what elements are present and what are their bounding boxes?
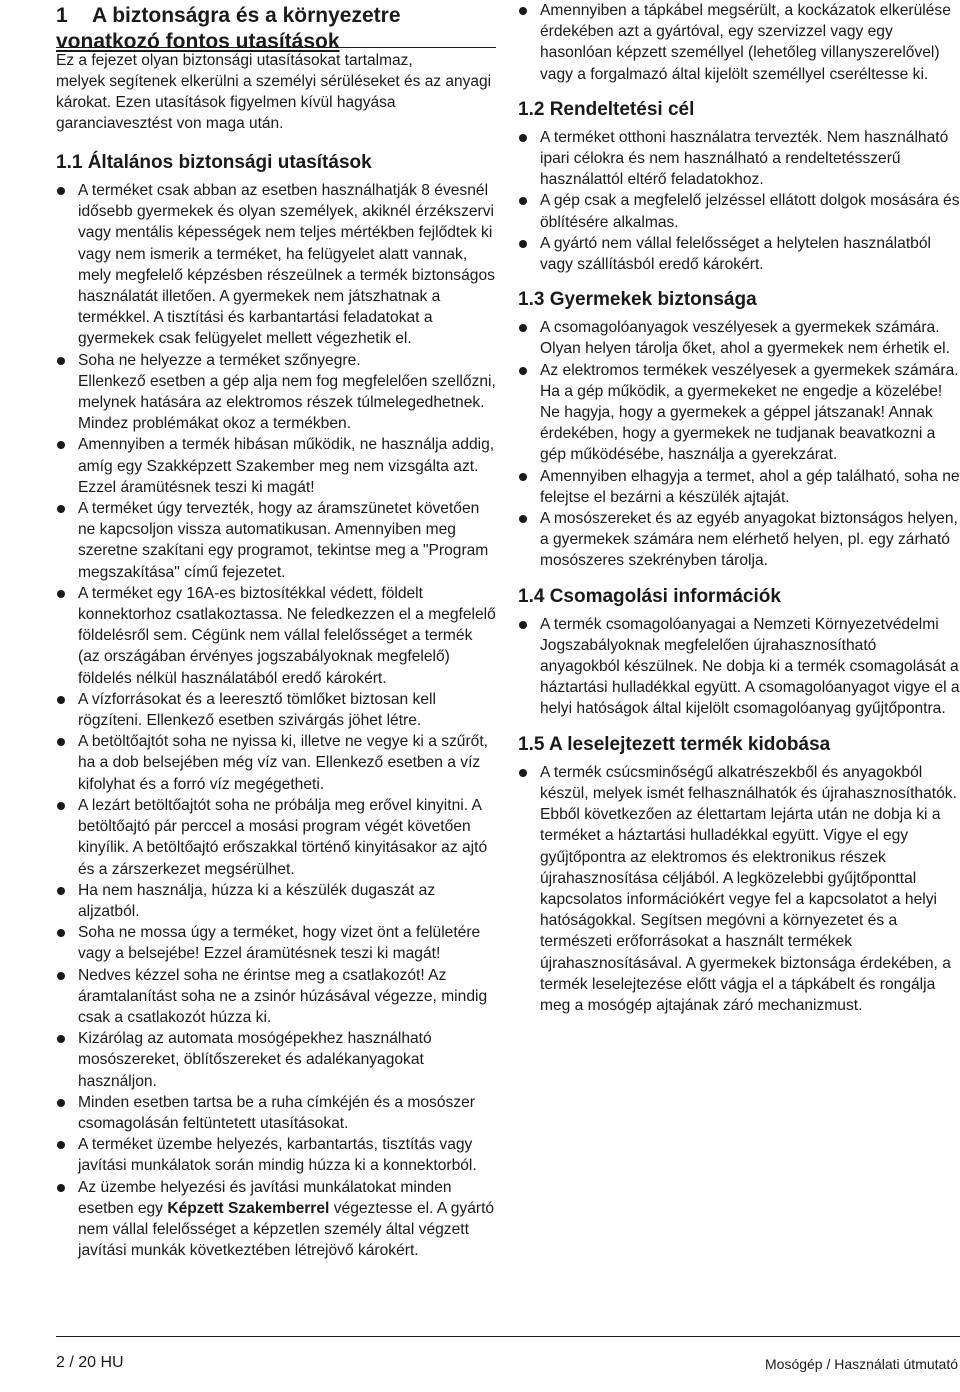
bullet-icon (57, 357, 65, 365)
list-item (56, 922, 496, 964)
right-column (518, 0, 960, 1016)
list-item (56, 180, 496, 350)
list-item-text: A vízforrásokat és a leeresztő tömlőket biztosan kell rögzíteni. Ellenkező esetben szivárgás jöhet létre. (78, 690, 436, 730)
bullet-icon (57, 738, 65, 746)
list-item-text: A terméket csak abban az esetben használhatják 8 évesnél idősebb gyermekek és olyan személyek, akiknél érzékszervi vagy mentális képességek nem teljes mértékben fejlődtek ki vagy nem ismerik a terméket, ha felügyelet alatt vannak, mely megfelelő képzésben részeülnek a termék biztonságos használatát illetően. A gyermekek nem játszhatnak a termékkel. A tisztítási és karbantartási feladatokat a gyermekek csak felügyelet mellett végezhetik el. (78, 182, 495, 348)
list-item-text: A csomagolóanyagok veszélyesek a gyermekek számára. Olyan helyen tárolja őket, ahol a gyermekek nem érhetik el. (540, 319, 950, 358)
list-item (56, 498, 496, 583)
bullet-icon (519, 621, 527, 629)
bullet-icon (519, 515, 527, 523)
list-item (518, 466, 960, 508)
list-item-text: A terméket úgy tervezték, hogy az áramszünetet követően ne kapcsoljon vissza automatikusan. Amennyiben meg szeretne szakítani egy programot, tekintse meg a "Program megszakítása" című fejezetet. (78, 500, 489, 581)
bullet-icon (57, 1141, 65, 1149)
list-item (518, 0, 960, 85)
list-item (518, 360, 960, 466)
list-item-text: A termék csúcsminőségű alkatrészekből és anyagokból készül, melyek ismét felhasználhatók és újrahasznosíthatók. Ebből következően az élettartam lejárta után ne dobja ki a terméket a háztartási hulladékkal együtt. Vigye el egy gyűjtőpontra az elektromos és elektronikus részek újrahasznosítása céljából. A legközelebbi gyűjtőponttal kapcsolatos információkért vegye fel a kapcsolatot a helyi hatóságokkal. Segítsen megóvni a környezetet és a természeti erőforrásokat a használt termékek újrahasznosításával. A gyermekek biztonsága érdekében, a termék leselejtezése előtt vágja el a tápkábelt és rongálja meg a mosógép ajtajának záró mechanizmust. (540, 763, 957, 1014)
list-item (518, 317, 960, 359)
bullet-icon (57, 1184, 65, 1192)
list-item (56, 350, 496, 371)
list-item (56, 731, 496, 795)
section-intro (56, 50, 496, 134)
list-item-text: A terméket otthoni használatra tervezték. Nem használható ipari célokra és nem használható a rendeltetésszerű használattól eltérő feladatokhoz. (540, 128, 949, 189)
intro-rest: melyek segítenek elkerülni a személyi sérüléseket és az anyagi károkat. Ezen utasítások figyelmen kívül hagyása garanciavesztést von maga után. (56, 73, 492, 132)
list-item-text: A gép csak a megfelelő jelzéssel ellátott dolgok mosására és öblítésére alkalmas. (540, 192, 960, 231)
subsection-title-1-3: 1.3 Gyermekek biztonsága (518, 289, 757, 311)
child-safety-list (518, 317, 960, 571)
list-item-text: Nedves kézzel soha ne érintse meg a csatlakozót! Az áramtalanítást soha ne a zsinór húzásával végezze, mindig csak a csatlakozót húzza ki. (78, 966, 488, 1026)
document-title: Mosógép / Használati útmutató (765, 1356, 958, 1372)
section-title-line2: vonatkozó fontos utasítások (56, 30, 340, 53)
list-item (518, 233, 960, 275)
list-item-text: Az üzembe helyezési és javítási munkálatokat minden esetben egy (78, 1178, 452, 1217)
bullet-icon (57, 590, 65, 598)
section-title-line1: A biztonságra és a környezetre (92, 4, 401, 27)
bullet-icon (519, 240, 527, 248)
list-item-text: Soha ne helyezze a terméket szőnyegre. (78, 351, 361, 369)
list-item (56, 1177, 496, 1262)
list-item-text: Amennyiben a tápkábel megsérült, a kockázatok elkerülése érdekében azt a gyártóval, egy szervizzel vagy egy hasonlóan képzett személlyel (lehetőleg villanyszerelővel) vagy a forgalmazó által kijelölt személlyel cseréltesse ki. (540, 2, 951, 83)
list-item (56, 371, 496, 435)
bullet-icon (57, 887, 65, 895)
list-item-text: A gyártó nem vállal felelősséget a helytelen használatból vagy szállításból eredő károkért. (540, 234, 931, 274)
bullet-icon (57, 441, 65, 449)
page-number: 2 / 20 HU (56, 1354, 124, 1371)
list-item-text: Ellenkező esetben a gép alja nem fog megfelelően szellőzni, melynek hatására az elektromos részek túlmelegedhetnek. Mindez problémákat okoz a termékben. (78, 372, 496, 433)
subsection-title-1-2: 1.2 Rendeltetési cél (518, 98, 695, 120)
subsection-title-1-5: 1.5 A leselejtezett termék kidobása (518, 733, 831, 755)
list-item (518, 614, 960, 720)
left-column (56, 0, 496, 1261)
subsection-title-1-1: 1.1 Általános biztonsági utasítások (56, 152, 372, 173)
list-item (56, 689, 496, 731)
bullet-icon (519, 134, 527, 142)
bullet-icon (57, 187, 65, 195)
list-item (518, 762, 960, 1016)
bullet-icon (519, 473, 527, 481)
bullet-icon (519, 324, 527, 332)
list-item-text: Amennyiben elhagyja a termet, ahol a gép található, soha ne felejtse el bezárni a készülék ajtaját. (540, 467, 960, 506)
bullet-icon (57, 802, 65, 810)
list-item-text: A termék csomagolóanyagai a Nemzeti Környezetvédelmi Jogszabályoknak megfelelően újrahasznosítható anyagokból készülnek. Ne dobja ki a termék csomagolását a háztartási hulladékkal együtt. A csomagolóanyagot vigye el a helyi hatóságok által kijelölt csomagolóanyag gyűjtőpontra. (540, 615, 960, 718)
general-safety-list (56, 180, 496, 1261)
list-item-text: Kizárólag az automata mosógépekhez használható mosószereket, öblítőszereket és adalékanyagokat használjon. (78, 1030, 432, 1090)
qualified-technician-emphasis: Képzett Szakemberrel (167, 1199, 330, 1217)
disposal-list (518, 762, 960, 1016)
list-item (56, 434, 496, 498)
list-item-text: Soha ne mossa úgy a terméket, hogy vizet önt a felületére vagy a belsejébe! Ezzel áramütésnek teszi ki magát! (78, 924, 481, 963)
list-item-text: Ha nem használja, húzza ki a készülék dugaszát az aljzatból. (78, 881, 436, 920)
list-item-text: Az elektromos termékek veszélyesek a gyermekek számára. Ha a gép működik, a gyermekeket ne engedje a közelébe! Ne hagyja, hogy a gyermekek a géppel játszanak! Annak érdekében, hogy a gyermekek ne tudjanak beavatkozni a gép működésébe, használja a gyerekzárat. (540, 361, 959, 464)
bullet-icon (57, 929, 65, 937)
bullet-icon (519, 197, 527, 205)
list-item (56, 1028, 496, 1092)
list-item (518, 127, 960, 191)
intro-first-line: Ez a fejezet olyan biztonsági utasításokat tartalmaz, (56, 52, 413, 69)
list-item-text: A terméket üzembe helyezés, karbantartás, tisztítás vagy javítási munkálatok során mindig húzza ki a konnektorból. (78, 1136, 477, 1175)
subsection-title-1-4: 1.4 Csomagolási információk (518, 585, 781, 607)
list-item (56, 1134, 496, 1176)
list-item (56, 583, 496, 689)
list-item (56, 1092, 496, 1134)
bullet-icon (57, 505, 65, 513)
list-item-text: Minden esetben tartsa be a ruha címkéjén és a mosószer csomagolásán feltüntetett utasításokat. (78, 1093, 475, 1132)
bullet-icon (57, 972, 65, 980)
intended-use-list (518, 127, 960, 275)
list-item (518, 190, 960, 232)
list-item-text: A betöltőajtót soha ne nyissa ki, illetve ne vegye ki a szűrőt, ha a dob belsejében még víz van. Ellenkező esetben a víz kifolyhat és a forró víz megégetheti. (78, 733, 488, 793)
list-item-text: Amennyiben a termék hibásan működik, ne használja addig, amíg egy Szakképzett Szakember meg nem vizsgálta azt. Ezzel áramütésnek teszi ki magát! (78, 436, 495, 496)
list-item (518, 508, 960, 572)
bullet-icon (519, 367, 527, 375)
footer-divider (56, 1336, 960, 1337)
list-item (56, 965, 496, 1029)
list-item (56, 795, 496, 880)
list-item-text: A mosószereket és az egyéb anyagokat biztonságos helyen, a gyermekek számára nem elérhető helyen, pl. egy zárható mosószeres szekrényben tárolja. (540, 510, 958, 570)
bullet-icon (519, 7, 527, 15)
list-item-text: végeztesse el. A gyártó nem vállal felelősséget a képzetlen személy által végzett javítási munkák következtében létrejövő károkért. (78, 1199, 495, 1260)
list-item-text: A lezárt betöltőajtót soha ne próbálja meg erővel kinyitni. A betöltőajtó pár perccel a mosási program végét követően kinyílik. A betöltőajtó erőszakkal történő kinyitásakor az ajtó és a zárszerkezet megsérülhet. (78, 796, 488, 878)
bullet-icon (57, 1099, 65, 1107)
packaging-info-list (518, 614, 960, 720)
section-number: 1 (56, 4, 68, 27)
continued-list (518, 0, 960, 85)
list-item (56, 880, 496, 922)
list-item-text: A terméket egy 16A-es biztosítékkal védett, földelt konnektorhoz csatlakoztassa. Ne feledkezzen el a megfelelő földelésről sem. Cégünk nem vállal felelősséget a termék (az országában érvényes jogszabályoknak megfelelő) földelés nélkül használatából eredő károkért. (78, 584, 496, 687)
bullet-icon (57, 696, 65, 704)
bullet-icon (57, 1035, 65, 1043)
bullet-icon (519, 769, 527, 777)
